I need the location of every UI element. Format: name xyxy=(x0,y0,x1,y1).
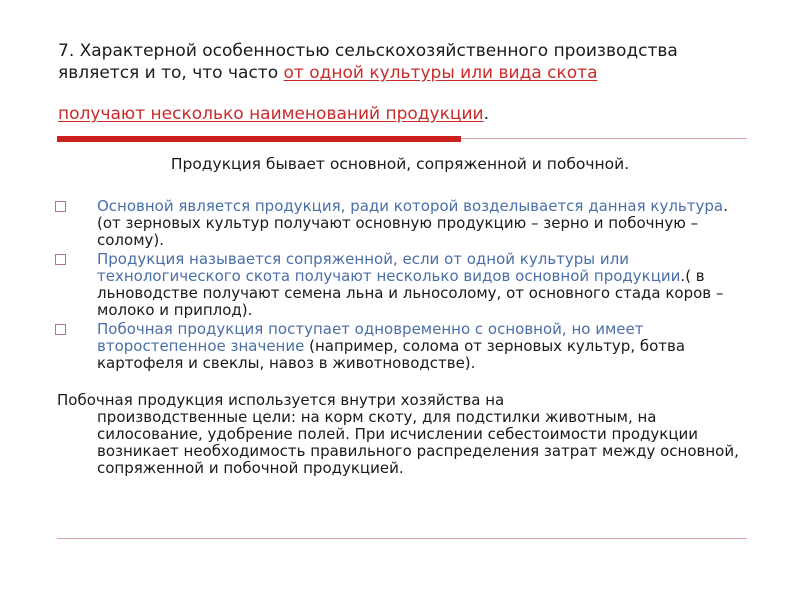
title-line-1 xyxy=(58,40,758,84)
square-bullet-icon xyxy=(55,254,66,265)
closing-paragraph xyxy=(55,392,745,477)
bullet-text: . (от зерновых культур получают основную продукцию – зерно и побочную – солому). xyxy=(97,197,728,249)
slide-subtitle: Продукция бывает основной, сопряженной и побочной. xyxy=(170,155,630,173)
bullet-text: .( в льноводстве получают семена льна и льносолому, от основного стада коров – молоко и приплод). xyxy=(97,267,724,319)
bullet-item xyxy=(55,198,755,249)
title-line-2 xyxy=(58,103,758,125)
title-part-3-highlight: получают несколько наименований продукции xyxy=(58,104,484,124)
bullet-text-highlight: Основной является продукция, ради которой возделывается данная культура xyxy=(97,197,724,215)
square-bullet-icon xyxy=(55,201,66,212)
bullet-text: (например, солома от зерновых культур, ботва картофеля и свеклы, навоз в животноводстве). xyxy=(97,337,686,372)
title-part-1: 7. Характерной особенностью сельскохозяйственного производства xyxy=(58,41,678,61)
paragraph-first-line: Побочная продукция используется внутри хозяйства на xyxy=(57,391,505,409)
bullet-text-highlight: Продукция называется сопряженной, если от одной культуры или технологического скота получают несколько видов основной продукции xyxy=(97,250,681,285)
bullet-item xyxy=(55,321,755,372)
title-part-2-plain: является и то, что часто xyxy=(58,63,284,83)
bullet-item xyxy=(55,251,755,319)
divider-bottom xyxy=(57,538,747,539)
bullet-text-highlight: Побочная продукция поступает одновременно с основной, но имеет второстепенное значение xyxy=(97,320,644,355)
title-part-2-highlight: от одной культуры или вида скота xyxy=(283,63,598,83)
bullet-list xyxy=(55,198,755,374)
divider-accent-bar xyxy=(57,136,461,142)
square-bullet-icon xyxy=(55,324,66,335)
slide-title xyxy=(58,40,758,125)
paragraph-body: производственные цели: на корм скоту, для подстилки животным, на силосование, удобрение полей. При исчислении себестоимости продукции возникает необходимость правильного распределения затрат между основной, сопряженной и побочной продукцией. xyxy=(97,408,739,477)
title-part-3-end: . xyxy=(483,104,489,124)
